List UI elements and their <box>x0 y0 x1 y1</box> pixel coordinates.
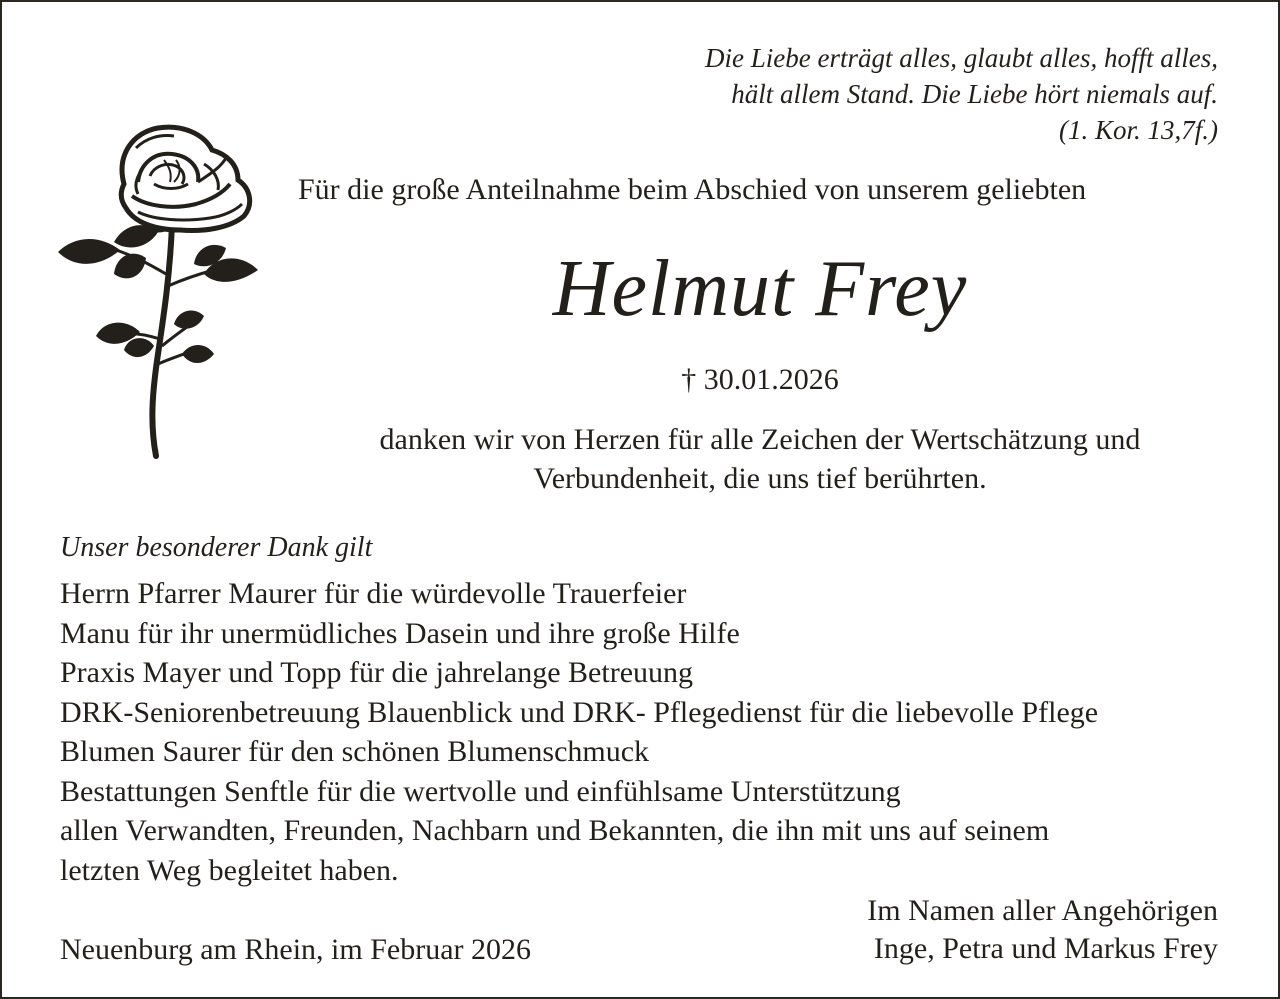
list-item: Bestattungen Senftle für die wertvolle und einfühlsame Unterstützung <box>60 774 901 808</box>
signature <box>867 892 1218 968</box>
list-item: Herrn Pfarrer Maurer für die würdevolle Trauerfeier <box>60 577 687 610</box>
special-thanks-list <box>60 574 1098 890</box>
place-date: Neuenburg am Rhein, im Februar 2026 <box>60 933 532 966</box>
list-item: Blumen Saurer für den schönen Blumenschmuck <box>60 735 650 768</box>
list-item: Manu für ihr unermüdliches Dasein und ihre große Hilfe <box>60 616 740 650</box>
deceased-name: Helmut Frey <box>552 245 968 333</box>
death-date: † 30.01.2026 <box>681 363 839 396</box>
special-thanks-heading: Unser besonderer Dank gilt <box>60 532 373 563</box>
thanks-line-1: danken wir von Herzen für alle Zeichen der Wertschätzung und <box>379 423 1141 456</box>
list-item: Praxis Mayer und Topp für die jahrelange Betreuung <box>60 656 694 689</box>
quote-line-2: hält allem Stand. Die Liebe hört niemals auf. <box>731 79 1218 109</box>
list-item: allen Verwandten, Freunden, Nachbarn und Bekannten, die ihn mit uns auf seinem <box>60 814 1050 847</box>
thanks-text <box>302 420 1218 498</box>
signature-line-2: Inge, Petra und Markus Frey <box>873 932 1218 965</box>
thanks-line-2: Verbundenheit, die uns tief berührten. <box>533 462 987 495</box>
intro-text: Für die große Anteilnahme beim Abschied von unserem geliebten <box>298 173 1087 206</box>
bible-quote <box>705 40 1218 148</box>
list-item: letzten Weg begleitet haben. <box>60 853 399 887</box>
quote-source: (1. Kor. 13,7f.) <box>1058 115 1218 145</box>
rose-icon <box>54 124 264 462</box>
signature-line-1: Im Namen aller Angehörigen <box>867 894 1218 927</box>
list-item: DRK-Seniorenbetreuung Blauenblick und DRK- Pflegedienst für die liebevolle Pflege <box>60 695 1099 729</box>
quote-line-1: Die Liebe erträgt alles, glaubt alles, hofft alles, <box>705 43 1218 73</box>
